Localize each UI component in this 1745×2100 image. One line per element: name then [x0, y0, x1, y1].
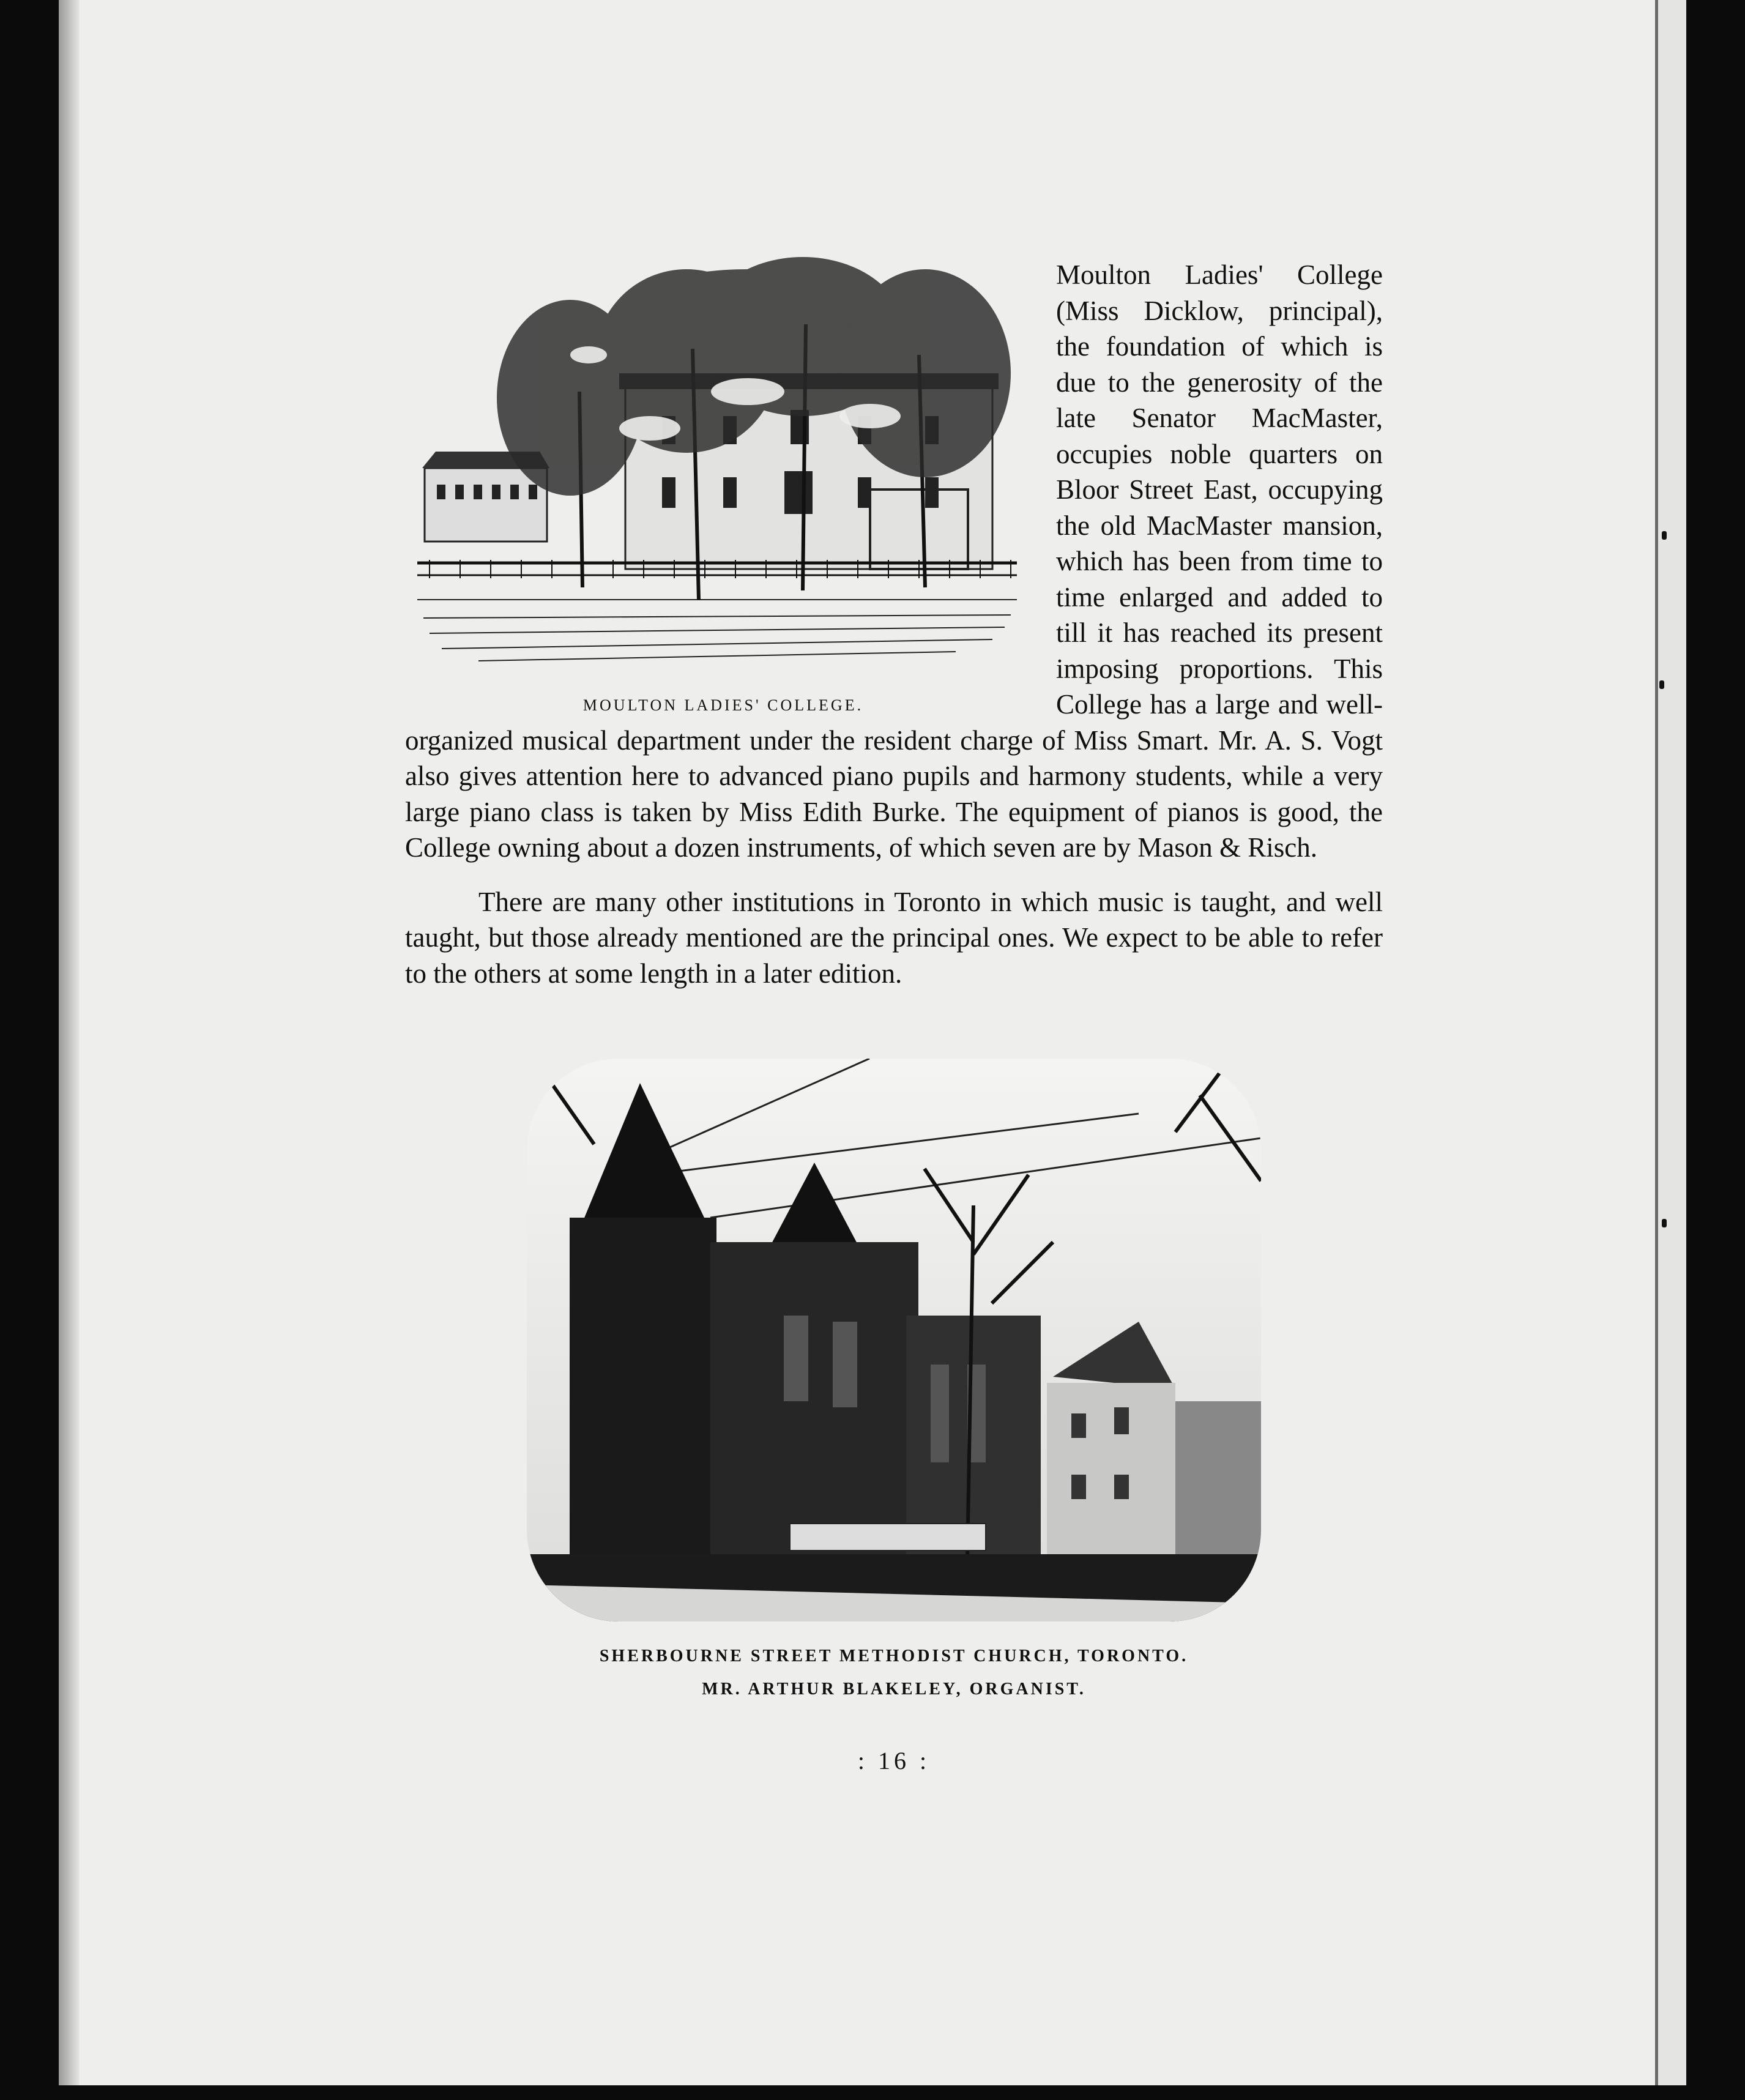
- paragraph-other-institutions: There are many other institutions in Toronto in which music is taught, and well taught, but those already mentioned are the principal ones. We expect to be able to refer to the others at some length in a later edition.: [405, 886, 1383, 989]
- moulton-college-figure: [405, 257, 1041, 715]
- caption-line-1: SHERBOURNE STREET METHODIST CHURCH, TORONTO.: [599, 1647, 1189, 1666]
- paragraph-moulton-college: Moulton Ladies' College (Miss Dicklow, principal), the foundation of which is due to the generosity of the late Senator MacMaster, occupies noble quarters on Bloor Street East, occupying the old MacMaster mansion, which has been from time to time enlarged and added to till it has reached its present imposing proportions. This College has a large and well-organized musical department under the resident charge of Miss Smart. Mr. A. S. Vogt also gives attention here to advanced piano pupils and harmony students, while a very large piano class is taken by Miss Edith Burke. The equipment of pianos is good, the College owning about a dozen instruments, of which seven are by Mason & Risch.: [405, 259, 1383, 863]
- binding-mark: [1662, 1219, 1667, 1227]
- binding-mark: [1662, 531, 1667, 540]
- sherbourne-church-photo: [527, 1059, 1261, 1622]
- moulton-college-engraving: [405, 257, 1029, 685]
- sherbourne-church-figure: [527, 1059, 1261, 1706]
- photo-caption: [527, 1640, 1261, 1706]
- binding-mark: [1659, 680, 1664, 689]
- page-edge-shadow: [59, 0, 80, 2085]
- page-content: [405, 257, 1383, 1775]
- caption-line-2: MR. ARTHUR BLAKELEY, ORGANIST.: [702, 1680, 1086, 1699]
- figure-caption: MOULTON LADIES' COLLEGE.: [582, 696, 864, 714]
- page-number: : 16 :: [857, 1747, 931, 1774]
- next-page-strip: [1658, 0, 1686, 2085]
